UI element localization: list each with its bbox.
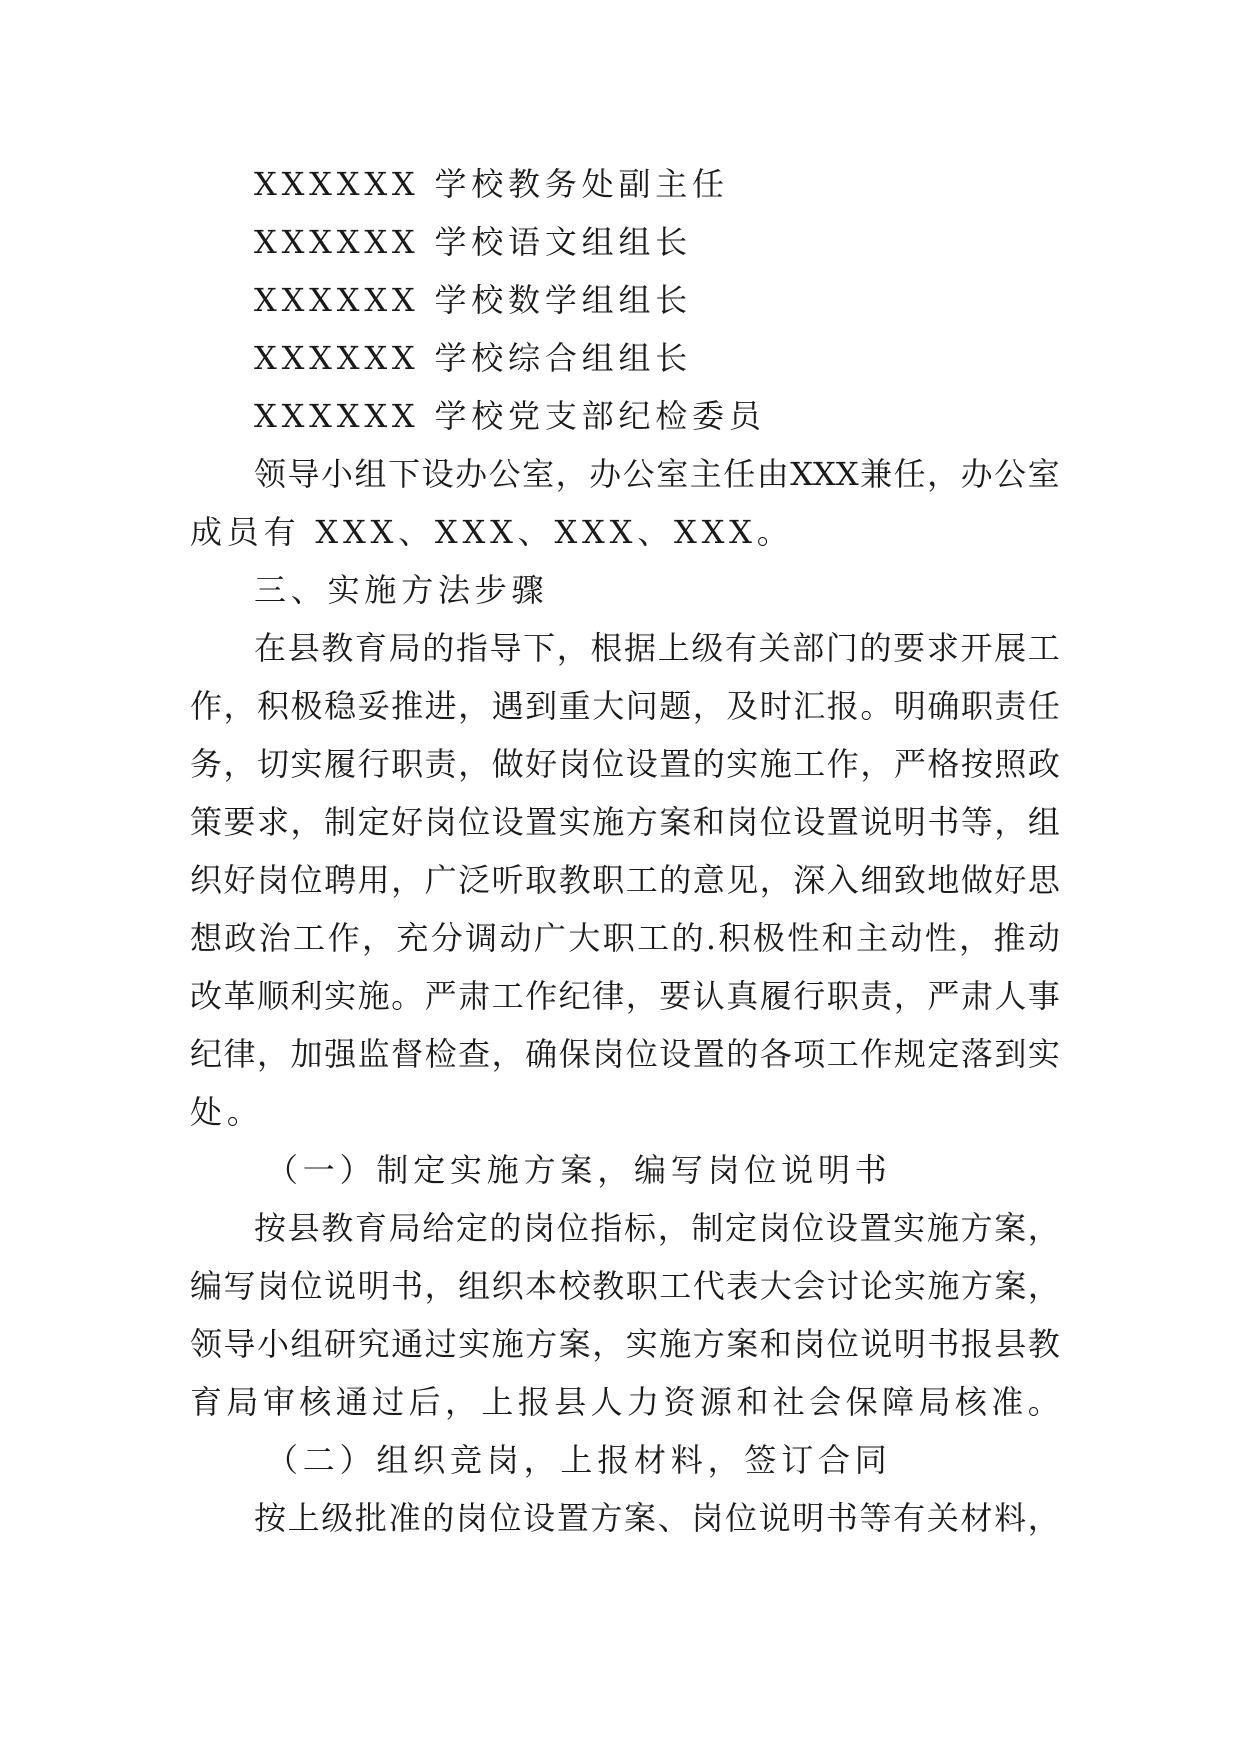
text-line: 领 导 小 组 研 究 通 过 实 施 方 案 ， 实 施 方 案 和 岗 位 说 明 书 报 县 教 (190, 1325, 1060, 1363)
text-line: 领 导 小 组 下 设 办 公 室 ， 办 公 室 主 任 由 XXX 兼 任 ， 办 公 室 (254, 455, 1060, 493)
text-line: 育 局 审 核 通 过 后 ， 上 报 县 人 力 资 源 和 社 会 保 障 局 核 准 。 (190, 1383, 1060, 1421)
text-line: 按 县 教 育 局 给 定 的 岗 位 指 标 ， 制 定 岗 位 设 置 实 施 方 案 ， (254, 1209, 1060, 1247)
text-line: 想 政 治 工 作 ， 充 分 调 动 广 大 职 工 的 . 积 极 性 和 主 动 性 ， 推 动 (190, 919, 1060, 957)
text-line: 作 ， 积 极 稳 妥 推 进 ， 遇 到 重 大 问 题 ， 及 时 汇 报 。 明 确 职 责 任 (190, 687, 1060, 725)
text-line: 务 ， 切 实 履 行 职 责 ， 做 好 岗 位 设 置 的 实 施 工 作 ， 严 格 按 照 政 (190, 745, 1060, 783)
section-heading: 三、实施方法步骤 (254, 571, 549, 609)
text-line: 织 好 岗 位 聘 用 ， 广 泛 听 取 教 职 工 的 意 见 ， 深 入 细 致 地 做 好 思 (190, 861, 1060, 899)
text-line: 改 革 顺 利 实 施 。 严 肃 工 作 纪 律 ， 要 认 真 履 行 职 责 ， 严 肃 人 事 (190, 977, 1060, 1015)
text-line: XXXXXX 学校数学组组长 (254, 281, 693, 319)
text-line: XXXXXX 学校语文组组长 (254, 223, 693, 261)
text-line: 策 要 求 ， 制 定 好 岗 位 设 置 实 施 方 案 和 岗 位 设 置 说 明 书 等 ， 组 (190, 803, 1060, 841)
text-line: 在 县 教 育 局 的 指 导 下 ， 根 据 上 级 有 关 部 门 的 要 求 开 展 工 (254, 629, 1060, 667)
text-line: XXXXXX 学校综合组组长 (254, 339, 693, 377)
text-line: 按 上 级 批 准 的 岗 位 设 置 方 案 、 岗 位 说 明 书 等 有 关 材 料 ， (254, 1499, 1060, 1537)
text-line: XXXXXX 学校教务处副主任 (254, 165, 729, 203)
text-line: 成员有 XXX、XXX、XXX、XXX。 (190, 513, 794, 551)
text-line: 处。 (190, 1093, 264, 1131)
subsection-heading: （二）组织竞岗，上报材料，签订合同 (266, 1441, 892, 1479)
text-line: 编 写 岗 位 说 明 书 ， 组 织 本 校 教 职 工 代 表 大 会 讨 论 实 施 方 案 ， (190, 1267, 1060, 1305)
text-line: 纪 律 ， 加 强 监 督 检 查 ， 确 保 岗 位 设 置 的 各 项 工 作 规 定 落 到 实 (190, 1035, 1060, 1073)
text-line: XXXXXX 学校党支部纪检委员 (254, 397, 766, 435)
document-body (190, 155, 1060, 1547)
subsection-heading: （一）制定实施方案，编写岗位说明书 (266, 1151, 892, 1189)
